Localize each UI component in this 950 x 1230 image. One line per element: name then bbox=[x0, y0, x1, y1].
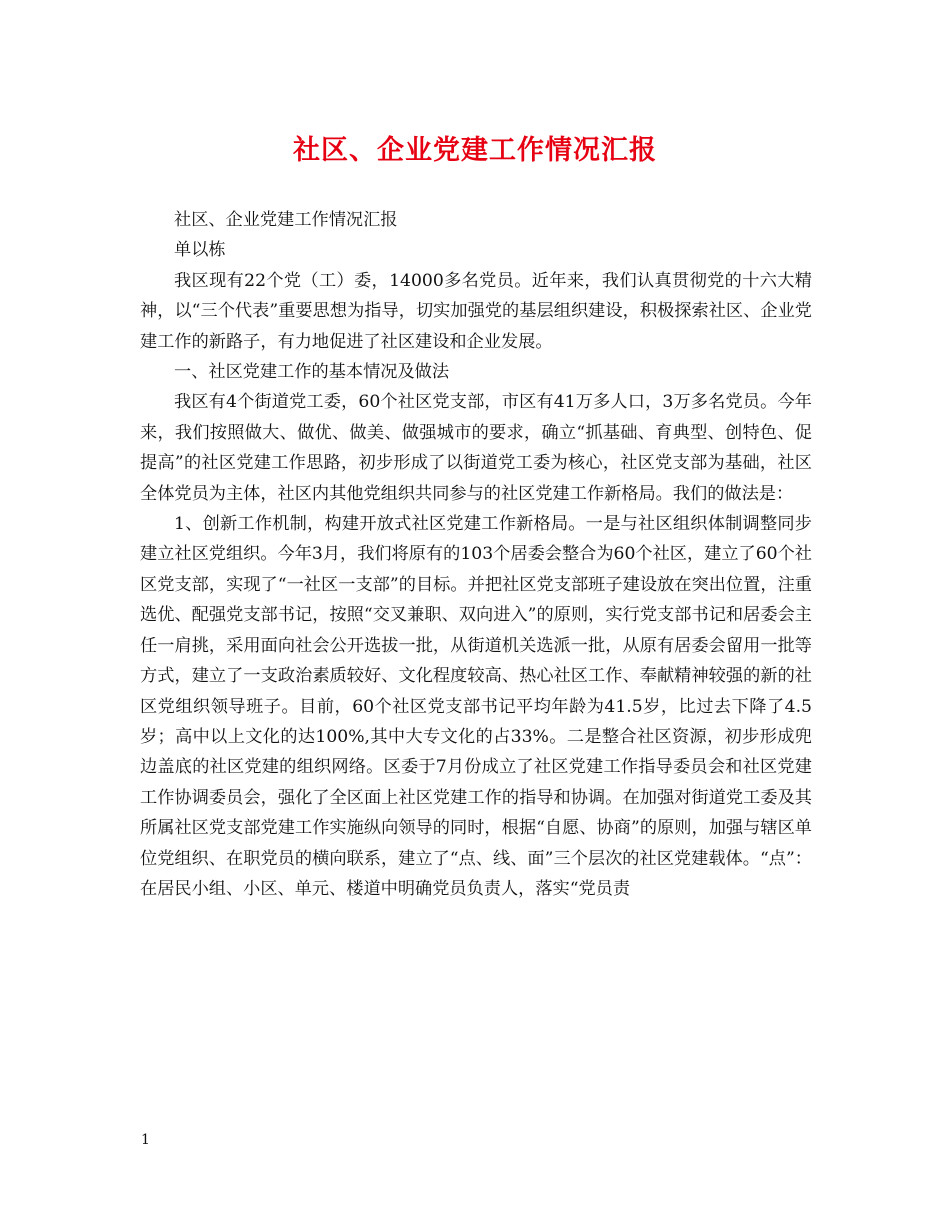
document-title: 社区、企业党建工作情况汇报 bbox=[293, 135, 657, 166]
paragraph-intro: 我区现有22个党（工）委，14000多名党员。近年来，我们认真贯彻党的十六大精神，以“三个代表”重要思想为指导，切实加强党的基层组织建设，积极探索社区、企业党建工作的新路子，有力地促进了社区建设和企业发展。 bbox=[140, 270, 812, 352]
paragraph-basic-situation: 我区有4个街道党工委，60个社区党支部，市区有41万多人口，3万多名党员。今年来，我们按照做大、做优、做美、做强城市的要求，确立“抓基础、育典型、创特色、促提高”的社区党建工作思路，初步形成了以街道党工委为核心，社区党支部为基础，社区全体党员为主体，社区内其他党组织共同参与的社区党建工作新格局。我们的做法是： bbox=[140, 392, 812, 504]
paragraph-subtitle: 社区、企业党建工作情况汇报 bbox=[174, 210, 398, 230]
section-heading-1: 一、社区党建工作的基本情况及做法 bbox=[174, 362, 450, 383]
page-number: 1 bbox=[141, 1132, 150, 1148]
paragraph-practice-1: 1、创新工作机制，构建开放式社区党建工作新格局。一是与社区组织体制调整同步建立社区党组织。今年3月，我们将原有的103个居委会整合为60个社区，建立了60个社区党支部，实现了“一社区一支部”的目标。并把社区党支部班子建设放在突出位置，注重选优、配强党支部书记，按照“交叉兼职、双向进入”的原则，实行党支部书记和居委会主任一肩挑，采用面向社会公开选拔一批，从街道机关选派一批，从原有居委会留用一批等方式，建立了一支政治素质较好、文化程度较高、热心社区工作、奉献精神较强的新的社区党组织领导班子。目前，60个社区党支部书记平均年龄为41.5岁，比过去下降了4.5岁；高中以上文化的达100%,其中大专文化的占33%。二是整合社区资源，初步形成兜边盖底的社区党建的组织网络。区委于7月份成立了社区党建工作指导委员会和社区党建工作协调委员会，强化了全区面上社区党建工作的指导和协调。在加强对街道党工委及其所属社区党支部党建工作实施纵向领导的同时，根据“自愿、协商”的原则，加强与辖区单位党组织、在职党员的横向联系，建立了“点、线、面”三个层次的社区党建载体。“点”：在居民小组、小区、单元、楼道中明确党员负责人，落实“党员责 bbox=[140, 514, 812, 899]
paragraph-author: 单以栋 bbox=[174, 240, 226, 261]
document-body bbox=[140, 205, 812, 904]
